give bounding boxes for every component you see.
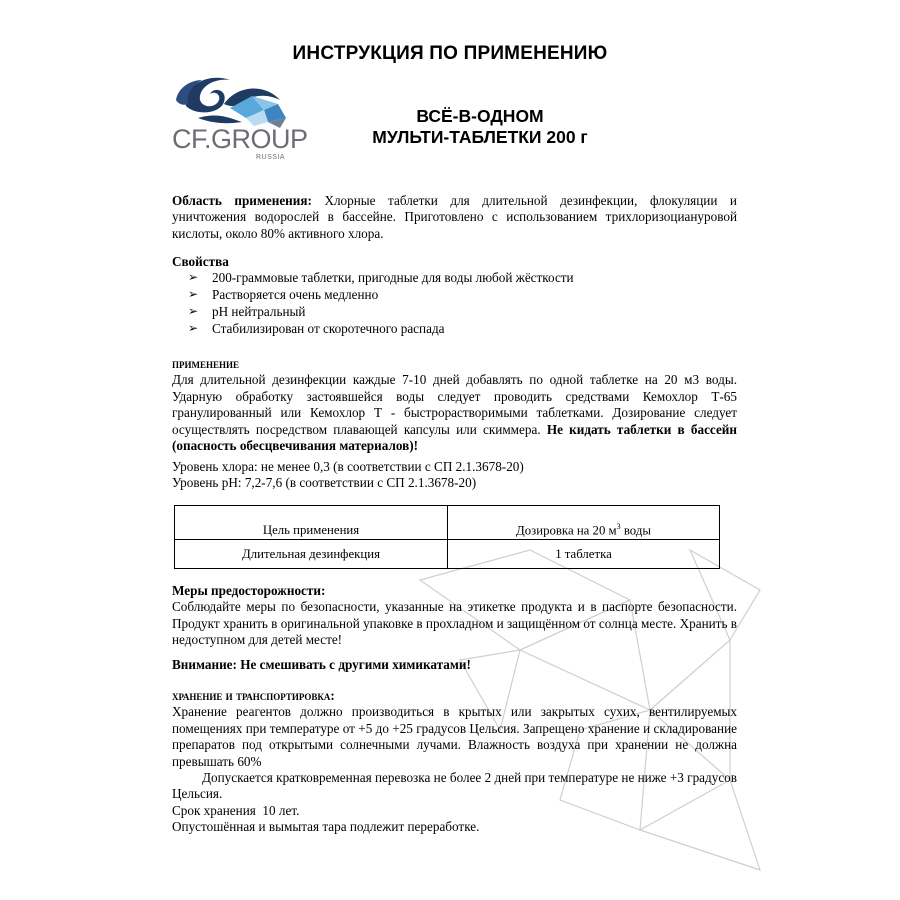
application-text: Для длительной дезинфекции каждые 7-10 дней добавлять по одной таблетке на 20 м3 воды. Ударную обработку застоявшейся воды следует проводить средствами Кемохлор Т-65 гранулированный или Кемохлор Т - быстрорастворимыми таблетками. Дозирование следует осуществлять посредством плавающей капсулы или скиммера. (172, 372, 737, 437)
product-title-line1: ВСЁ-В-ОДНОМ (416, 106, 544, 126)
table-row (175, 540, 720, 569)
table-cell-purpose: Длительная дезинфекция (175, 540, 448, 569)
dosage-table (174, 505, 720, 569)
application-heading: применение (172, 356, 240, 371)
section-levels (172, 459, 737, 492)
section-application-area (172, 193, 737, 242)
ph-level-text: Уровень pH: 7,2-7,6 (в соответствии с СП 2.1.3678-20) (172, 475, 477, 491)
application-area-label: Область применения: (172, 193, 312, 208)
product-title (300, 106, 660, 148)
caution-text: Соблюдайте меры по безопасности, указанные на этикетке продукта и в паспорте безопасности. Продукт хранить в оригинальной упаковке в прохладном и защищённом от солнца месте. Хранить в недоступном для детей месте! (172, 599, 737, 648)
table-header-row (175, 506, 720, 540)
section-application (172, 356, 737, 454)
product-title-line2: МУЛЬТИ-ТАБЛЕТКИ 200 г (372, 127, 588, 147)
storage-heading: хранение и транспортировка: (172, 688, 335, 703)
property-text: pH нейтральный (212, 304, 306, 319)
warning-text: Внимание: Не смешивать с другими химикатами! (172, 657, 471, 672)
application-warning-text: Не кидать таблетки в бассейн (опасность обесцвечивания материалов)! (172, 421, 737, 454)
recycle-text: Опустошённая и вымытая тара подлежит переработке. (172, 819, 480, 835)
application-area-text: Хлорные таблетки для длительной дезинфекции, флокуляции и уничтожения водорослей в бассейне. Приготовлено с использованием трихлоризоциануровой кислоты, около 80% активного хлора. (172, 193, 737, 241)
list-item (172, 270, 737, 287)
logo-sub-text: RUSSIA (256, 154, 286, 161)
arrowhead-bullet-icon: ➢ (188, 304, 199, 318)
properties-heading: Свойства (172, 254, 229, 269)
caution-heading: Меры предосторожности: (172, 583, 326, 598)
arrowhead-bullet-icon: ➢ (188, 287, 199, 302)
property-text: 200-граммовые таблетки, пригодные для воды любой жёсткости (212, 270, 574, 286)
shelf-life-text: Срок хранения 10 лет. (172, 802, 300, 818)
transport-text: Допускается кратковременная перевозка не более 2 дней при температуре не ниже +3 градусов Цельсия. (172, 770, 737, 802)
list-item (172, 304, 737, 321)
storage-text: Хранение реагентов должно производиться в крытых или закрытых сухих, вентилируемых помещениях при температуре от +5 до +25 градусов Цельсия. Запрещено хранение и складирование препаратов под открытыми солнечными лучами. Влажность воздуха при хранении не должна превышать 60% (172, 704, 737, 769)
list-item (172, 287, 737, 304)
section-caution (172, 583, 737, 649)
logo-brand-text: CF.GROUP (172, 124, 308, 154)
company-logo (168, 66, 308, 176)
arrowhead-bullet-icon: ➢ (188, 270, 199, 285)
list-item (172, 321, 737, 338)
arrowhead-bullet-icon: ➢ (188, 320, 199, 335)
table-header-dose: Дозировка на 20 $м^3$ воды (448, 506, 720, 540)
properties-list (172, 270, 737, 337)
section-storage (172, 688, 737, 836)
document-title: ИНСТРУКЦИЯ ПО ПРИМЕНЕНИЮ (292, 43, 608, 64)
property-text: Растворяется очень медленно (212, 287, 379, 303)
table-header-purpose: Цель применения (175, 506, 448, 540)
chlorine-level-text: Уровень хлора: не менее 0,3 (в соответствии с СП 2.1.3678-20) (172, 459, 524, 474)
section-properties (172, 254, 737, 338)
table-cell-dose: 1 таблетка (448, 540, 720, 569)
property-text: Стабилизирован от скоротечного распада (212, 320, 445, 336)
